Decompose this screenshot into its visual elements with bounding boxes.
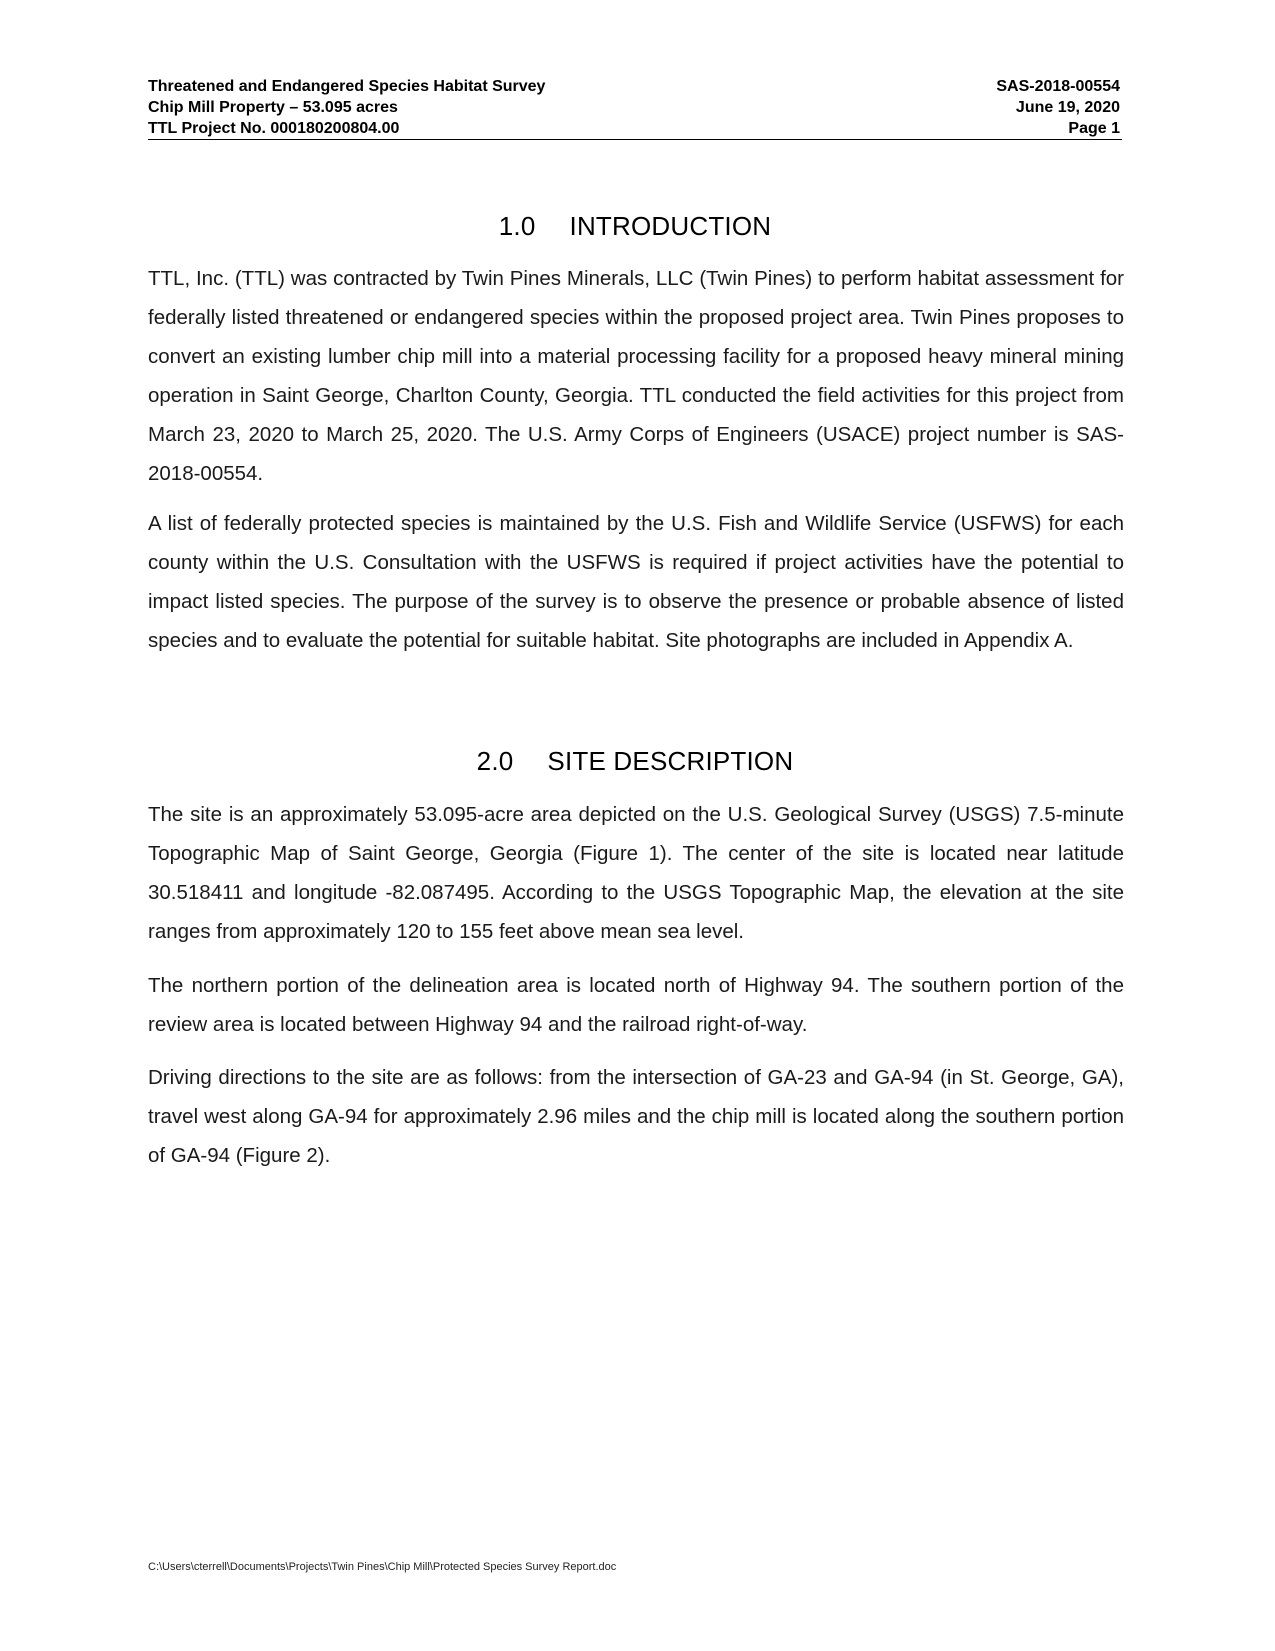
section-title: SITE DESCRIPTION <box>547 746 794 776</box>
report-title: Threatened and Endangered Species Habitat Survey <box>148 78 546 95</box>
header-left-block <box>148 76 545 139</box>
body-paragraph: The site is an approximately 53.095-acre area depicted on the U.S. Geological Survey (USGS) 7.5-minute Topographic Map of Saint George, Georgia (Figure 1). The center of the site is located near latitude 30.518411 and longitude -82.087495. According to the USGS Topographic Map, the elevation at the site ranges from approximately 120 to 155 feet above mean sea level. <box>148 803 1124 943</box>
page-number: Page 1 <box>1068 120 1120 137</box>
body-paragraph: Driving directions to the site are as follows: from the intersection of GA-23 and GA-94 (in St. George, GA), travel west along GA-94 for approximately 2.96 miles and the chip mill is located along the southern portion of GA-94 (Figure 2). <box>148 1066 1124 1167</box>
footer-file-path: C:\Users\cterrell\Documents\Projects\Twin Pines\Chip Mill\Protected Species Survey Report.doc <box>148 1561 617 1573</box>
permit-number: SAS-2018-00554 <box>996 78 1120 95</box>
body-paragraph: TTL, Inc. (TTL) was contracted by Twin Pines Minerals, LLC (Twin Pines) to perform habitat assessment for federally listed threatened or endangered species within the proposed project area. Twin Pines proposes to convert an existing lumber chip mill into a material processing facility for a proposed heavy mineral mining operation in Saint George, Charlton County, Georgia. TTL conducted the field activities for this project from March 23, 2020 to March 25, 2020. The U.S. Army Corps of Engineers (USACE) project number is SAS-2018-00554. <box>148 267 1124 485</box>
header-right-block <box>996 76 1120 139</box>
section-number: 2.0 <box>476 746 514 776</box>
section-heading-site-description <box>148 745 1122 777</box>
property-name: Chip Mill Property – 53.095 acres <box>148 99 398 116</box>
section-number: 1.0 <box>498 211 536 241</box>
running-header <box>148 74 1122 140</box>
body-paragraph: The northern portion of the delineation area is located north of Highway 94. The southern portion of the review area is located between Highway 94 and the railroad right-of-way. <box>148 974 1124 1036</box>
section-heading-introduction <box>148 210 1122 242</box>
project-number: TTL Project No. 000180200804.00 <box>148 120 400 137</box>
body-paragraph: A list of federally protected species is maintained by the U.S. Fish and Wildlife Service (USFWS) for each county within the U.S. Consultation with the USFWS is required if project activities have the potential to impact listed species. The purpose of the survey is to observe the presence or probable absence of listed species and to evaluate the potential for suitable habitat. Site photographs are included in Appendix A. <box>148 512 1124 652</box>
report-date: June 19, 2020 <box>1015 99 1120 116</box>
section-title: INTRODUCTION <box>569 211 772 241</box>
